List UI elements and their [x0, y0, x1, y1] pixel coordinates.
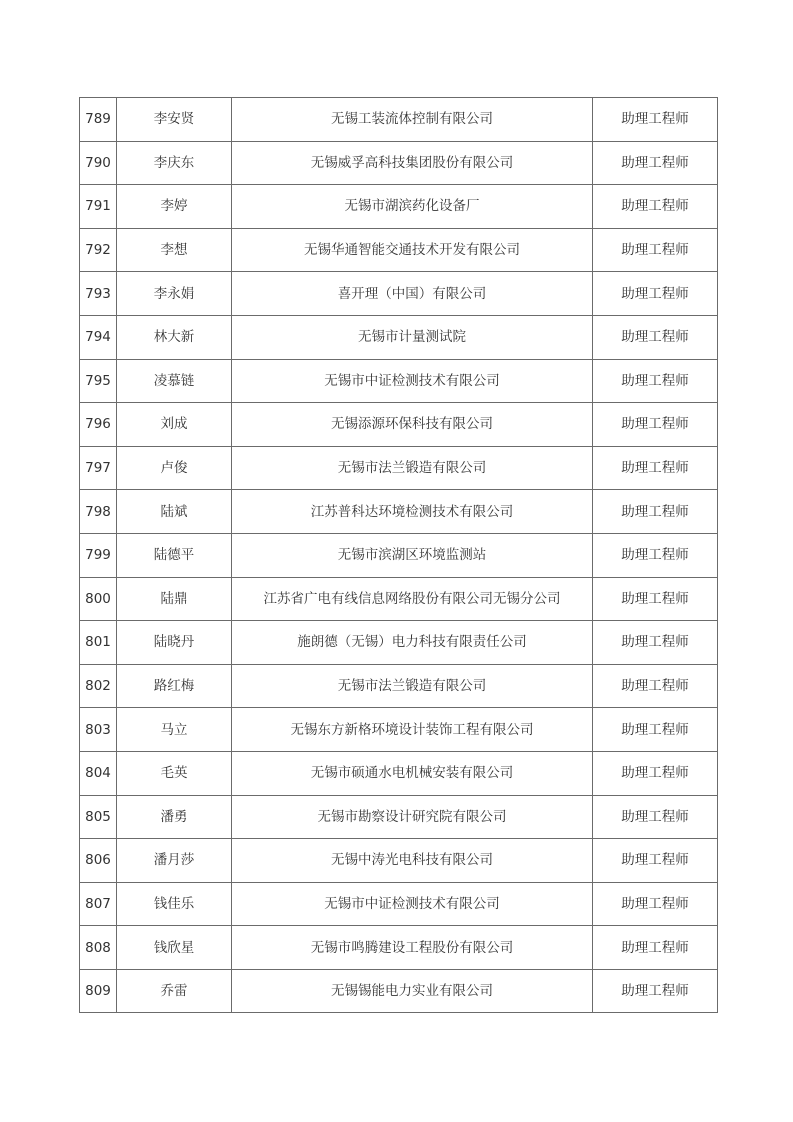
table-row	[80, 882, 718, 926]
person-name: 毛英	[117, 751, 232, 795]
table-row	[80, 533, 718, 577]
professional-title: 助理工程师	[593, 621, 718, 665]
professional-title: 助理工程师	[593, 969, 718, 1013]
row-number: 798	[80, 490, 117, 534]
person-name: 陆鼎	[117, 577, 232, 621]
professional-title: 助理工程师	[593, 359, 718, 403]
person-name: 李想	[117, 228, 232, 272]
company-name: 无锡市法兰锻造有限公司	[232, 446, 593, 490]
person-name: 李永娟	[117, 272, 232, 316]
professional-title: 助理工程师	[593, 228, 718, 272]
company-name: 施朗德（无锡）电力科技有限责任公司	[232, 621, 593, 665]
table-row	[80, 490, 718, 534]
table-row	[80, 708, 718, 752]
professional-title: 助理工程师	[593, 708, 718, 752]
professional-title: 助理工程师	[593, 839, 718, 883]
table-row	[80, 185, 718, 229]
roster-body	[80, 98, 718, 1013]
person-name: 钱佳乐	[117, 882, 232, 926]
professional-title: 助理工程师	[593, 795, 718, 839]
table-row	[80, 926, 718, 970]
professional-title: 助理工程师	[593, 272, 718, 316]
company-name: 喜开理（中国）有限公司	[232, 272, 593, 316]
person-name: 潘月莎	[117, 839, 232, 883]
row-number: 800	[80, 577, 117, 621]
table-row	[80, 621, 718, 665]
row-number: 804	[80, 751, 117, 795]
row-number: 802	[80, 664, 117, 708]
person-name: 李安贤	[117, 98, 232, 142]
company-name: 无锡中涛光电科技有限公司	[232, 839, 593, 883]
table-row	[80, 272, 718, 316]
company-name: 江苏普科达环境检测技术有限公司	[232, 490, 593, 534]
row-number: 807	[80, 882, 117, 926]
table-row	[80, 98, 718, 142]
table-row	[80, 751, 718, 795]
row-number: 808	[80, 926, 117, 970]
professional-title: 助理工程师	[593, 533, 718, 577]
table-row	[80, 141, 718, 185]
row-number: 797	[80, 446, 117, 490]
person-name: 钱欣星	[117, 926, 232, 970]
professional-title: 助理工程师	[593, 926, 718, 970]
professional-title: 助理工程师	[593, 751, 718, 795]
roster-table	[79, 97, 718, 1013]
row-number: 801	[80, 621, 117, 665]
professional-title: 助理工程师	[593, 664, 718, 708]
professional-title: 助理工程师	[593, 403, 718, 447]
company-name: 无锡添源环保科技有限公司	[232, 403, 593, 447]
professional-title: 助理工程师	[593, 490, 718, 534]
table-row	[80, 839, 718, 883]
person-name: 潘勇	[117, 795, 232, 839]
row-number: 806	[80, 839, 117, 883]
company-name: 无锡威孚高科技集团股份有限公司	[232, 141, 593, 185]
row-number: 795	[80, 359, 117, 403]
table-row	[80, 664, 718, 708]
row-number: 803	[80, 708, 117, 752]
company-name: 无锡东方新格环境设计装饰工程有限公司	[232, 708, 593, 752]
company-name: 江苏省广电有线信息网络股份有限公司无锡分公司	[232, 577, 593, 621]
row-number: 799	[80, 533, 117, 577]
row-number: 790	[80, 141, 117, 185]
person-name: 卢俊	[117, 446, 232, 490]
company-name: 无锡市湖滨药化设备厂	[232, 185, 593, 229]
company-name: 无锡市中证检测技术有限公司	[232, 882, 593, 926]
professional-title: 助理工程师	[593, 882, 718, 926]
table-row	[80, 359, 718, 403]
table-row	[80, 446, 718, 490]
company-name: 无锡市法兰锻造有限公司	[232, 664, 593, 708]
company-name: 无锡市勘察设计研究院有限公司	[232, 795, 593, 839]
person-name: 刘成	[117, 403, 232, 447]
person-name: 陆晓丹	[117, 621, 232, 665]
company-name: 无锡工装流体控制有限公司	[232, 98, 593, 142]
table-row	[80, 315, 718, 359]
row-number: 789	[80, 98, 117, 142]
table-row	[80, 969, 718, 1013]
professional-title: 助理工程师	[593, 141, 718, 185]
table-row	[80, 795, 718, 839]
company-name: 无锡市鸣腾建设工程股份有限公司	[232, 926, 593, 970]
row-number: 792	[80, 228, 117, 272]
company-name: 无锡华通智能交通技术开发有限公司	[232, 228, 593, 272]
professional-title: 助理工程师	[593, 577, 718, 621]
person-name: 林大新	[117, 315, 232, 359]
person-name: 路红梅	[117, 664, 232, 708]
row-number: 805	[80, 795, 117, 839]
person-name: 李婷	[117, 185, 232, 229]
company-name: 无锡锡能电力实业有限公司	[232, 969, 593, 1013]
person-name: 陆德平	[117, 533, 232, 577]
row-number: 796	[80, 403, 117, 447]
professional-title: 助理工程师	[593, 315, 718, 359]
company-name: 无锡市中证检测技术有限公司	[232, 359, 593, 403]
row-number: 791	[80, 185, 117, 229]
professional-title: 助理工程师	[593, 98, 718, 142]
table-row	[80, 228, 718, 272]
professional-title: 助理工程师	[593, 446, 718, 490]
company-name: 无锡市滨湖区环境监测站	[232, 533, 593, 577]
person-name: 陆斌	[117, 490, 232, 534]
row-number: 809	[80, 969, 117, 1013]
person-name: 凌慕链	[117, 359, 232, 403]
professional-title: 助理工程师	[593, 185, 718, 229]
row-number: 793	[80, 272, 117, 316]
person-name: 李庆东	[117, 141, 232, 185]
table-row	[80, 403, 718, 447]
table-row	[80, 577, 718, 621]
company-name: 无锡市计量测试院	[232, 315, 593, 359]
row-number: 794	[80, 315, 117, 359]
company-name: 无锡市硕通水电机械安装有限公司	[232, 751, 593, 795]
person-name: 马立	[117, 708, 232, 752]
person-name: 乔雷	[117, 969, 232, 1013]
